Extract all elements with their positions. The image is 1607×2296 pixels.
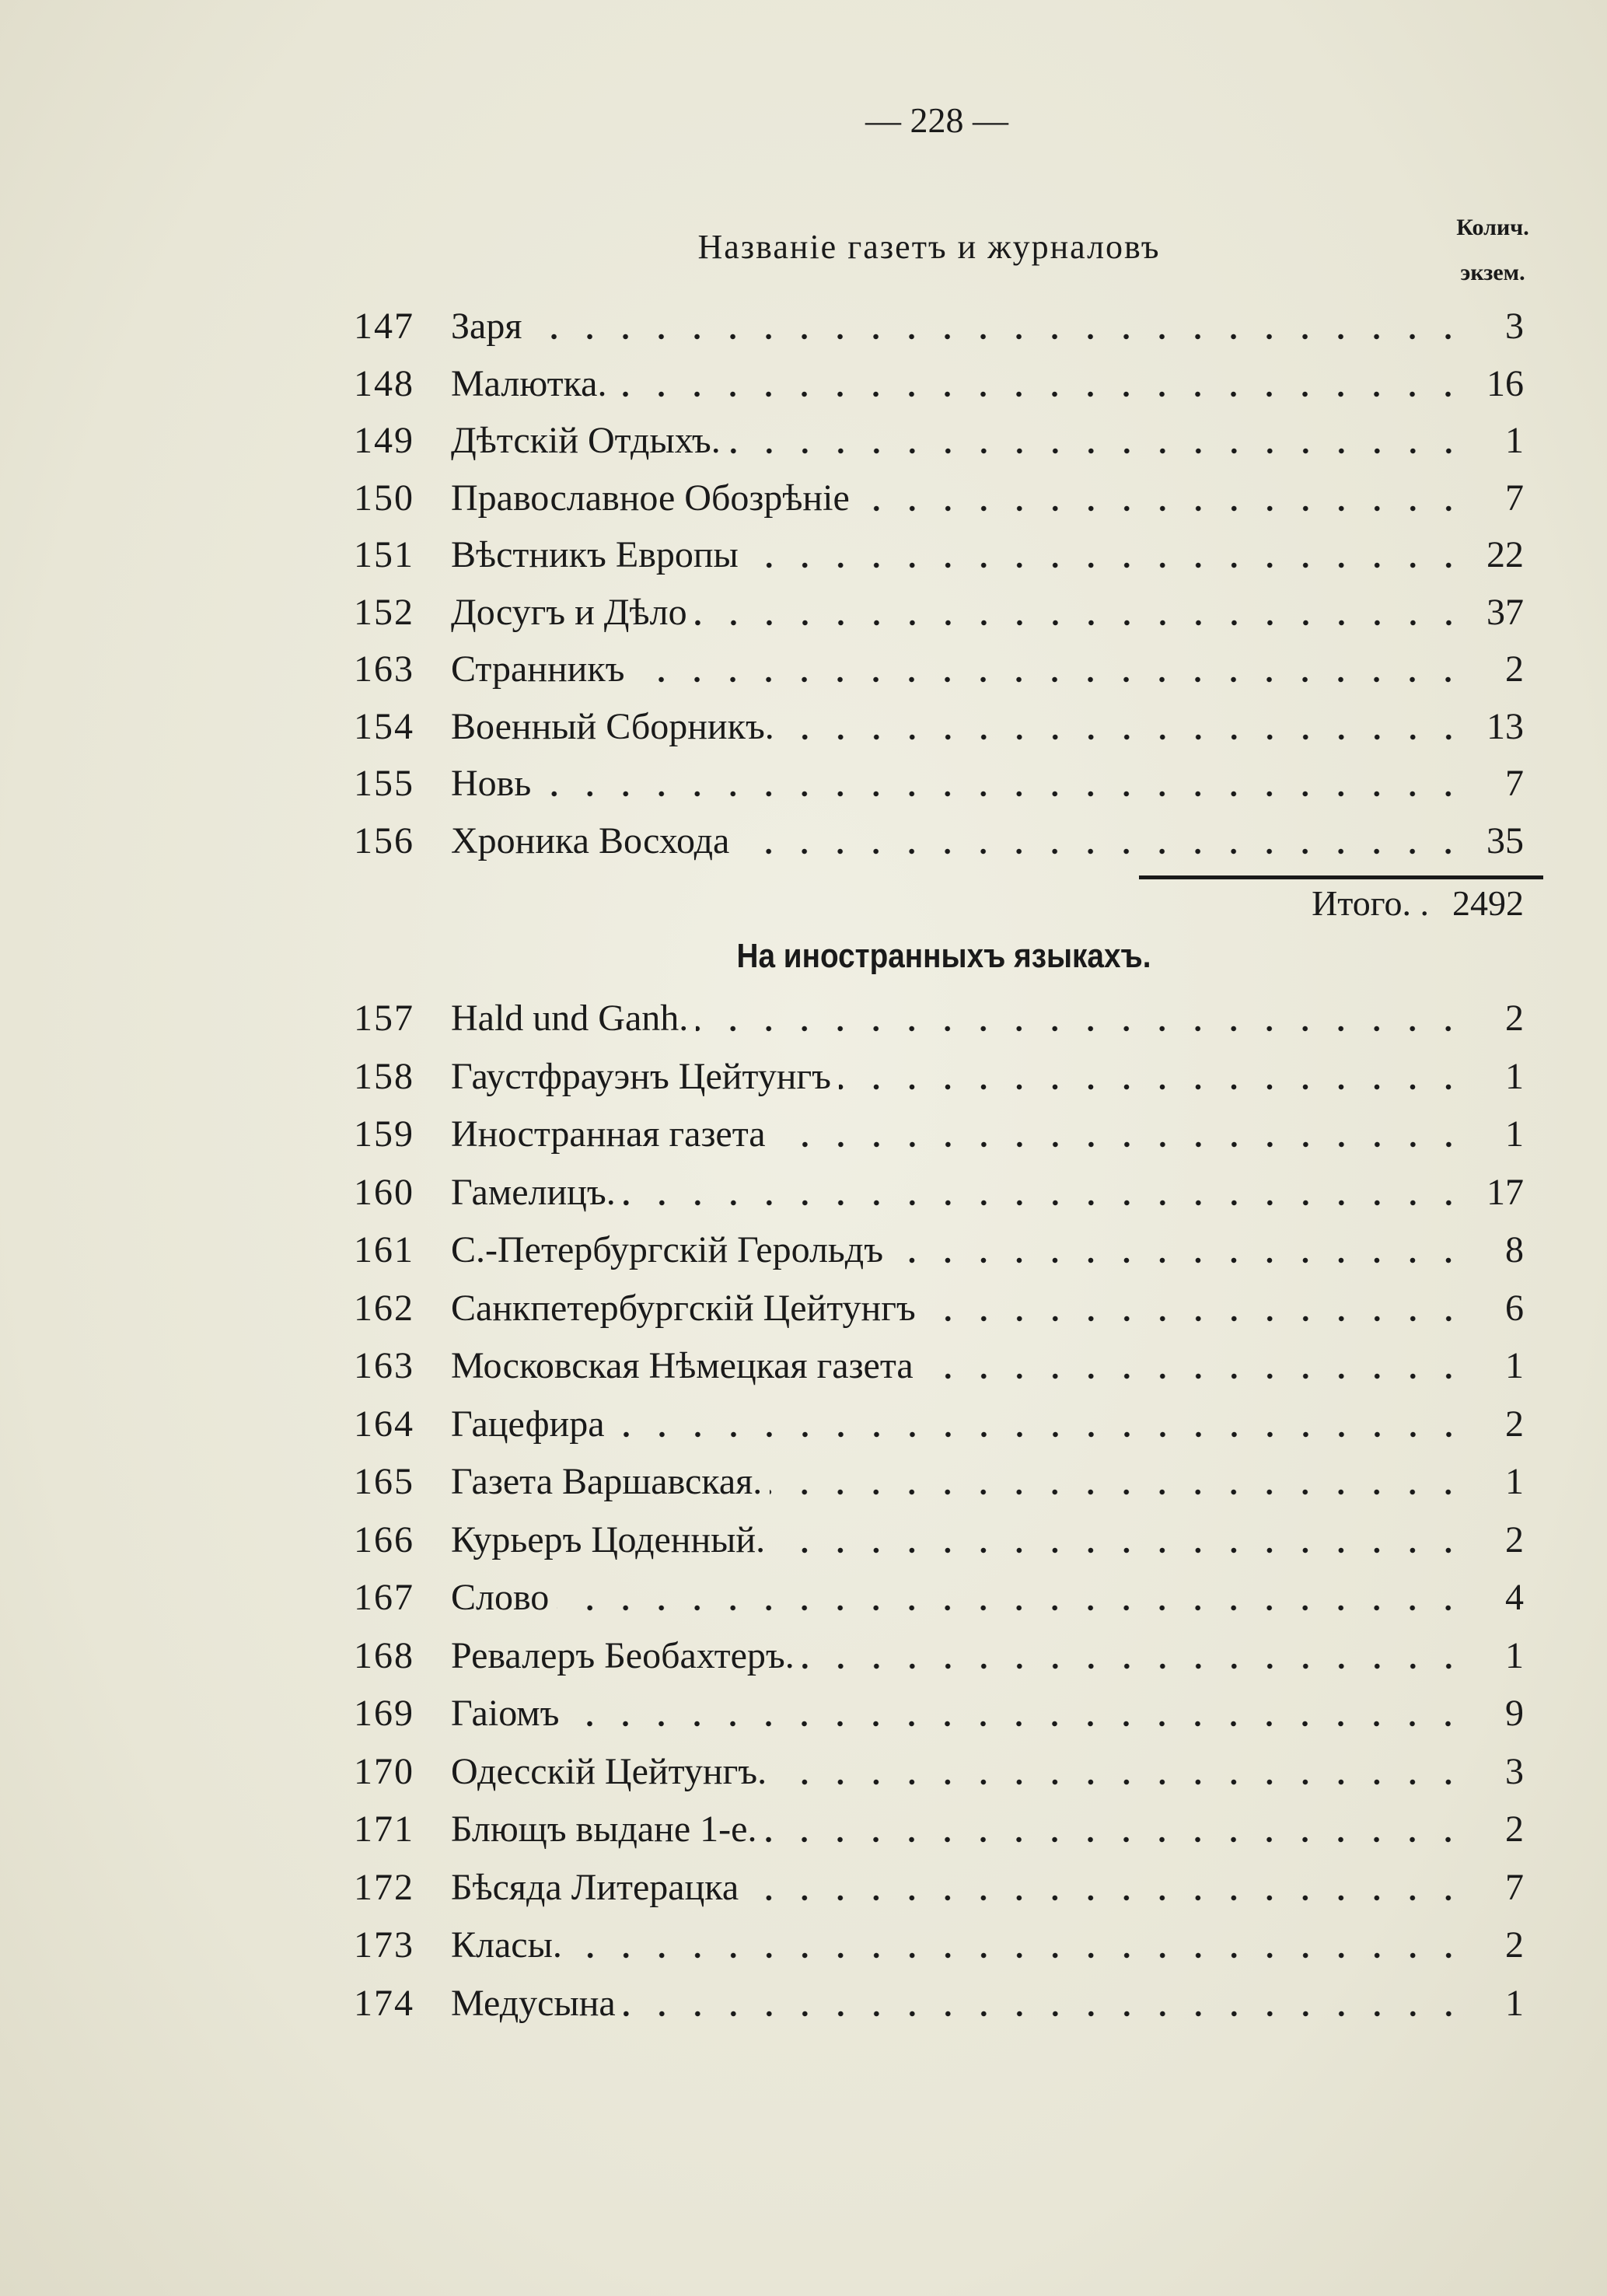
dot-leader	[746, 1895, 1466, 1901]
page-number: — 228 —	[865, 100, 1008, 140]
column-header-quantity: Колич.	[1456, 215, 1529, 240]
list-item	[354, 533, 1524, 580]
entry-title: Заря	[451, 306, 522, 347]
entry-number: 165	[354, 1461, 414, 1502]
list-item	[354, 1692, 1524, 1739]
list-item	[354, 997, 1524, 1043]
entry-number: 152	[354, 591, 414, 633]
entry-title: Досугъ и Дѣло	[451, 591, 687, 633]
list-item	[354, 1576, 1524, 1623]
dot-leader	[746, 562, 1466, 568]
dot-leader	[557, 1605, 1466, 1611]
entry-count: 1	[1505, 1345, 1524, 1386]
entry-count: 35	[1486, 820, 1524, 861]
list-item	[354, 1403, 1524, 1449]
dot-leader	[737, 848, 1466, 854]
entry-count: 1	[1505, 1461, 1524, 1502]
dot-leader	[773, 1547, 1466, 1553]
entry-number: 170	[354, 1750, 414, 1792]
entry-number: 167	[354, 1577, 414, 1618]
list-item	[354, 1228, 1524, 1275]
entry-count: 8	[1505, 1229, 1524, 1270]
entry-count: 3	[1505, 306, 1524, 347]
dot-leader	[858, 505, 1466, 512]
entry-number: 172	[354, 1866, 414, 1908]
entry-title: Гамелицъ.	[451, 1171, 616, 1213]
entry-number: 159	[354, 1113, 414, 1155]
dot-leader	[614, 391, 1466, 397]
entry-count: 3	[1505, 1750, 1524, 1792]
entry-count: 1	[1505, 1982, 1524, 2024]
entry-number: 161	[354, 1229, 414, 1270]
entry-count: 17	[1486, 1171, 1524, 1213]
column-header-copies: экзем.	[1460, 260, 1525, 285]
entry-count: 7	[1505, 1866, 1524, 1908]
entry-number: 150	[354, 477, 414, 519]
dot-leader	[770, 1489, 1466, 1495]
entry-number: 163	[354, 648, 414, 690]
list-item	[354, 1982, 1524, 2029]
list-item	[354, 820, 1524, 866]
dot-leader	[728, 448, 1466, 454]
entry-count: 13	[1486, 705, 1524, 747]
entry-title: Иностранная газета	[451, 1113, 766, 1155]
dot-leader	[539, 791, 1466, 797]
entry-count: 7	[1505, 477, 1524, 519]
entry-title: Гаустфрауэнъ Цейтунгъ	[451, 1055, 831, 1097]
dot-leader	[774, 1141, 1466, 1148]
list-item	[354, 1808, 1524, 1854]
entry-number: 166	[354, 1518, 414, 1560]
entry-number: 148	[354, 362, 414, 404]
dot-leader	[613, 1431, 1466, 1438]
foreign-section-heading: На иностранныхъ языкахъ.	[736, 937, 1151, 975]
entry-title: Класы.	[451, 1924, 562, 1966]
list-item	[354, 1518, 1524, 1565]
dot-leader	[624, 2011, 1466, 2017]
list-item	[354, 362, 1524, 409]
dot-leader	[529, 334, 1466, 340]
column-header-title: Названіе газетъ и журналовъ	[697, 228, 1161, 266]
entry-count: 2	[1505, 1924, 1524, 1966]
dot-leader	[764, 1836, 1466, 1843]
entry-number: 154	[354, 705, 414, 747]
entry-number: 171	[354, 1808, 414, 1850]
entry-title: Новь	[451, 763, 532, 804]
list-item	[354, 1113, 1524, 1159]
entry-title: Московская Нѣмецкая газета	[451, 1345, 914, 1386]
entry-number: 156	[354, 820, 414, 861]
list-item	[354, 1460, 1524, 1507]
total-rule	[1139, 875, 1543, 879]
entry-number: 168	[354, 1634, 414, 1676]
entry-count: 16	[1486, 362, 1524, 404]
entry-count: 7	[1505, 763, 1524, 804]
entry-number: 149	[354, 420, 414, 461]
list-item	[354, 477, 1524, 523]
list-item	[354, 1287, 1524, 1333]
entry-title: Слово	[451, 1577, 550, 1618]
dot-leader	[924, 1316, 1466, 1322]
entry-title: Военный Сборникъ.	[451, 705, 774, 747]
list-item	[354, 1750, 1524, 1797]
list-item	[354, 1634, 1524, 1681]
entry-title: Хроника Восхода	[451, 820, 730, 861]
dot-leader	[782, 734, 1466, 740]
entry-title: Медусына	[451, 1982, 616, 2024]
entry-count: 37	[1486, 591, 1524, 633]
dot-leader	[921, 1373, 1466, 1379]
entry-title: Санкпетербургскій Цейтунгъ	[451, 1287, 916, 1329]
entry-count: 4	[1505, 1577, 1524, 1618]
entry-title: Вѣстникъ Европы	[451, 534, 739, 575]
entry-count: 6	[1505, 1287, 1524, 1329]
entry-count: 1	[1505, 1113, 1524, 1155]
entry-title: Православное Обозрѣніе	[451, 477, 850, 519]
entry-number: 158	[354, 1055, 414, 1097]
list-item	[354, 1924, 1524, 1970]
list-item	[354, 762, 1524, 809]
dot-leader	[802, 1663, 1466, 1669]
entry-number: 163	[354, 1345, 414, 1386]
entry-title: Газета Варшавская.	[451, 1461, 763, 1502]
entry-title: Бѣсяда Литерацка	[451, 1866, 739, 1908]
entry-title: Странникъ	[451, 648, 625, 690]
total-value: 2492	[1452, 883, 1524, 923]
entry-title: Ревалеръ Беобахтеръ.	[451, 1634, 795, 1676]
total-label: Итого. .	[1312, 883, 1429, 923]
list-item	[354, 305, 1524, 351]
list-item	[354, 1171, 1524, 1218]
dot-leader	[696, 1026, 1466, 1032]
entry-number: 169	[354, 1693, 414, 1734]
entry-count: 1	[1505, 420, 1524, 461]
entry-title: Гаіомъ	[451, 1693, 560, 1734]
entry-number: 173	[354, 1924, 414, 1966]
entry-count: 9	[1505, 1693, 1524, 1734]
entry-title: Hald und Ganh.	[451, 998, 689, 1039]
dot-leader	[567, 1721, 1466, 1727]
entry-number: 151	[354, 534, 414, 575]
total-row	[1166, 882, 1524, 924]
entry-count: 1	[1505, 1055, 1524, 1097]
entry-title: Одесскій Цейтунгъ.	[451, 1750, 767, 1792]
entry-count: 2	[1505, 1808, 1524, 1850]
entry-title: Малютка.	[451, 362, 607, 404]
list-item	[354, 648, 1524, 694]
entry-title: Дѣтскій Отдыхъ.	[451, 420, 721, 461]
list-item	[354, 419, 1524, 466]
entry-number: 164	[354, 1403, 414, 1445]
dot-leader	[632, 676, 1466, 683]
entry-count: 1	[1505, 1634, 1524, 1676]
entry-number: 147	[354, 306, 414, 347]
entry-count: 22	[1486, 534, 1524, 575]
dot-leader	[774, 1779, 1466, 1785]
list-item	[354, 1055, 1524, 1102]
entry-title: Блющъ выдане 1-е.	[451, 1808, 757, 1850]
entry-title: Гацефира	[451, 1403, 605, 1445]
entry-number: 155	[354, 763, 414, 804]
entry-number: 162	[354, 1287, 414, 1329]
list-item	[354, 1866, 1524, 1913]
dot-leader	[695, 620, 1466, 626]
entry-count: 2	[1505, 1518, 1524, 1560]
entry-count: 2	[1505, 648, 1524, 690]
entry-number: 174	[354, 1982, 414, 2024]
dot-leader	[891, 1257, 1466, 1263]
dot-leader	[839, 1084, 1466, 1090]
dot-leader	[624, 1200, 1466, 1206]
entry-title: Курьеръ Цоденный.	[451, 1518, 766, 1560]
entry-number: 160	[354, 1171, 414, 1213]
entry-count: 2	[1505, 998, 1524, 1039]
dot-leader	[570, 1952, 1466, 1959]
entry-title: С.-Петербургскій Герольдъ	[451, 1229, 884, 1270]
entry-number: 157	[354, 998, 414, 1039]
list-item	[354, 591, 1524, 638]
list-item	[354, 1344, 1524, 1391]
list-item	[354, 705, 1524, 752]
entry-count: 2	[1505, 1403, 1524, 1445]
